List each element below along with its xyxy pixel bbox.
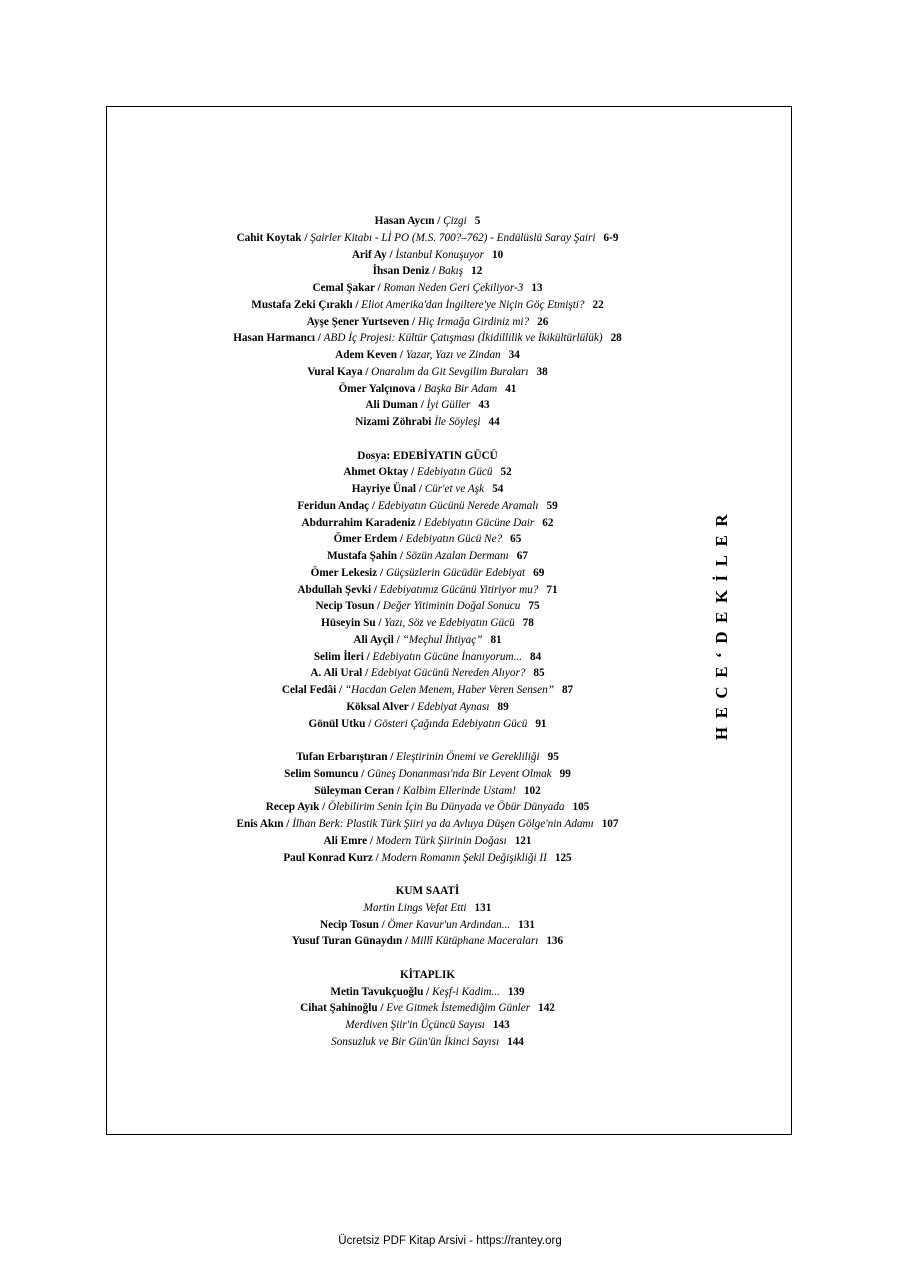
entry-title: Güçsüzlerin Gücüdür Edebiyat bbox=[385, 566, 526, 579]
toc-entry bbox=[0, 381, 855, 398]
entry-title: Merdiven Şiir'in Üçüncü Sayısı bbox=[345, 1019, 485, 1031]
entry-page-number: 95 bbox=[547, 751, 559, 763]
entry-author: Cemal Şakar / bbox=[312, 282, 381, 294]
entry-title: Çizgi bbox=[443, 215, 467, 227]
entry-title: “Hacdan Gelen Menem, Haber Veren Sensen” bbox=[344, 684, 554, 696]
entry-title: Roman Neden Geri Çekiliyor-3 bbox=[383, 282, 524, 294]
toc-entry bbox=[0, 314, 855, 331]
toc-entry bbox=[0, 850, 855, 867]
entry-title: Eleştirinin Önemi ve Gerekliliği bbox=[396, 751, 540, 763]
entry-page-number: 131 bbox=[518, 918, 535, 931]
entry-page-number: 131 bbox=[474, 901, 492, 914]
entry-title: Bakış bbox=[438, 265, 464, 278]
entry-page-number: 89 bbox=[497, 700, 509, 713]
entry-page-number: 43 bbox=[478, 399, 490, 412]
toc-entry bbox=[0, 364, 855, 381]
entry-author: Hasan Aycın / bbox=[374, 215, 441, 227]
entry-page-number: 44 bbox=[488, 416, 500, 428]
entry-author: Mustafa Zeki Çıraklı / bbox=[251, 298, 359, 311]
entry-page-number: 26 bbox=[537, 315, 549, 328]
entry-title: Güneş Donanması'nda Bir Levent Olmak bbox=[367, 767, 552, 780]
entry-author: Mustafa Şahin / bbox=[327, 550, 403, 562]
entry-author: Ahmet Oktay / bbox=[343, 466, 415, 479]
entry-author: İhsan Deniz / bbox=[372, 265, 436, 278]
entry-author: Yusuf Turan Günaydın / bbox=[291, 935, 409, 948]
entry-author: Recep Ayık / bbox=[265, 801, 326, 814]
entry-title: Edebiyat Aynası bbox=[417, 700, 490, 713]
entry-title: Millî Kütüphane Maceraları bbox=[410, 935, 539, 948]
toc-entry bbox=[0, 280, 855, 297]
entry-title: Edebiyatın Gücüne İnanıyorum... bbox=[372, 650, 522, 663]
entry-page-number: 6-9 bbox=[603, 231, 619, 244]
entry-page-number: 75 bbox=[528, 600, 540, 613]
entry-title: Edebiyatın Gücüne Dair bbox=[424, 516, 535, 529]
entry-author: Adem Keven / bbox=[335, 349, 403, 361]
entry-title: Martin Lings Vefat Etti bbox=[363, 901, 467, 914]
entry-author: Ömer Erdem / bbox=[333, 533, 404, 546]
entry-page-number: 12 bbox=[471, 265, 483, 278]
toc-section bbox=[0, 950, 855, 1051]
entry-title: Yazar, Yazı ve Zindan bbox=[405, 349, 501, 361]
entry-title: Yazı, Söz ve Edebiyatın Gücü bbox=[384, 617, 515, 629]
entry-author: Hayriye Ünal / bbox=[351, 483, 422, 495]
entry-page-number: 85 bbox=[533, 667, 545, 680]
entry-page-number: 54 bbox=[492, 483, 504, 495]
section-spacer bbox=[0, 950, 855, 967]
entry-title: ABD İç Projesi: Kültür Çatışması (İkidillilik ve İkikültürlülük) bbox=[323, 332, 603, 345]
entry-title: Edebiyatın Gücü Ne? bbox=[405, 533, 503, 546]
entry-title: Edebiyatın Gücü bbox=[416, 466, 493, 479]
entry-page-number: 41 bbox=[505, 382, 517, 395]
entry-page-number: 91 bbox=[535, 717, 547, 730]
entry-author: Ömer Yalçınova / bbox=[338, 382, 422, 395]
toc-entry bbox=[0, 1000, 855, 1017]
entry-page-number: 34 bbox=[508, 349, 520, 361]
toc-entry bbox=[0, 816, 855, 833]
entry-page-number: 22 bbox=[592, 298, 604, 311]
entry-page-number: 102 bbox=[523, 784, 541, 797]
entry-title: Edebiyatın Gücünü Nerede Aramalı bbox=[377, 499, 539, 512]
entry-page-number: 13 bbox=[531, 282, 543, 294]
entry-page-number: 99 bbox=[559, 767, 571, 780]
toc-entry bbox=[0, 247, 855, 264]
entry-page-number: 62 bbox=[542, 516, 554, 529]
toc-entry bbox=[0, 1034, 855, 1051]
entry-author: Cihat Şahinoğlu / bbox=[300, 1002, 384, 1015]
entry-author: Ali Ayçil / bbox=[353, 633, 400, 646]
section-heading: KİTAPLIK bbox=[399, 968, 456, 981]
side-title-text: HECE‘DEKİLER bbox=[712, 505, 731, 741]
toc-entry bbox=[0, 984, 855, 1001]
entry-page-number: 38 bbox=[536, 365, 548, 378]
entry-author: Gönül Utku / bbox=[308, 717, 372, 730]
entry-title: Değer Yitiminin Doğal Sonucu bbox=[382, 600, 521, 613]
toc-entry bbox=[0, 347, 855, 364]
entry-page-number: 144 bbox=[507, 1035, 524, 1048]
entry-page-number: 10 bbox=[492, 248, 504, 261]
entry-title: İstanbul Konuşuyor bbox=[395, 248, 484, 261]
entry-title: “Meçhul İhtiyaç” bbox=[402, 633, 483, 646]
entry-author: Feridun Andaç / bbox=[297, 499, 376, 512]
entry-author: Metin Tavukçuoğlu / bbox=[330, 985, 430, 998]
entry-title: Eve Gitmek İstemediğim Günler bbox=[386, 1002, 531, 1015]
entry-author: Necip Tosun / bbox=[315, 600, 381, 613]
entry-page-number: 81 bbox=[490, 633, 502, 646]
entry-title: Cür'et ve Aşk bbox=[424, 483, 485, 495]
toc-entry bbox=[0, 917, 855, 934]
toc-entry bbox=[0, 330, 855, 347]
entry-author: Abdullah Şevki / bbox=[297, 583, 377, 596]
toc-section bbox=[0, 866, 855, 950]
entry-author: Necip Tosun / bbox=[320, 918, 385, 931]
entry-author: Ömer Lekesiz / bbox=[310, 566, 384, 579]
entry-author: Hüseyin Su / bbox=[321, 617, 382, 629]
entry-author: Ali Emre / bbox=[323, 834, 374, 847]
entry-title: Eliot Amerika'dan İngiltere'ye Niçin Göç Etmişti? bbox=[361, 298, 585, 311]
entry-title: İlhan Berk: Plastik Türk Şiiri ya da Avluya Düşen Gölge'nin Adamı bbox=[292, 818, 594, 830]
entry-page-number: 78 bbox=[522, 617, 534, 629]
entry-page-number: 52 bbox=[500, 466, 512, 479]
entry-page-number: 105 bbox=[572, 801, 590, 814]
toc-entry bbox=[0, 213, 855, 230]
entry-page-number: 87 bbox=[561, 684, 574, 696]
entry-title: Onaralım da Git Sevgilim Buraları bbox=[371, 365, 529, 378]
entry-title: Modern Romanın Şekil Değişikliği II bbox=[381, 851, 547, 864]
section-spacer bbox=[0, 431, 855, 448]
entry-title: Kalbim Ellerinde Ustam! bbox=[402, 784, 516, 797]
entry-author: Ali Duman / bbox=[365, 399, 424, 412]
entry-author: Süleyman Ceran / bbox=[314, 784, 401, 797]
entry-author: Nizami Zöhrabi bbox=[355, 416, 432, 428]
toc-section bbox=[0, 213, 855, 431]
entry-page-number: 142 bbox=[538, 1002, 555, 1015]
toc-entry bbox=[0, 766, 855, 783]
toc-entry bbox=[0, 397, 855, 414]
entry-title: İyi Güller bbox=[426, 399, 471, 412]
entry-title: Edebiyatımız Gücünü Yitiriyor mu? bbox=[379, 583, 539, 596]
entry-page-number: 125 bbox=[554, 851, 572, 864]
entry-page-number: 143 bbox=[492, 1019, 510, 1031]
toc-entry bbox=[0, 933, 855, 950]
entry-author: Vural Kaya / bbox=[307, 365, 369, 378]
entry-author: A. Ali Ural / bbox=[310, 667, 369, 680]
entry-title: Şairler Kitabı - Lİ PO (M.S. 700?–762) - Endülüslü Saray Şairi bbox=[310, 231, 596, 244]
entry-title: Keşf-i Kadim... bbox=[432, 985, 500, 998]
toc-entry bbox=[0, 783, 855, 800]
toc-entry bbox=[0, 297, 855, 314]
side-title bbox=[712, 488, 732, 758]
entry-title: Sonsuzluk ve Bir Gün'ün İkinci Sayısı bbox=[331, 1035, 500, 1048]
entry-author: Arif Ay / bbox=[351, 248, 393, 261]
footer-text: Ücretsiz PDF Kitap Arsivi - https://rantey.org bbox=[338, 1235, 562, 1247]
toc-entry bbox=[0, 230, 855, 247]
toc-entry bbox=[0, 799, 855, 816]
section-heading: Dosya: EDEBİYATIN GÜCÜ bbox=[357, 449, 498, 462]
entry-page-number: 71 bbox=[546, 583, 558, 596]
entry-author: Celal Fedâi / bbox=[281, 684, 343, 696]
entry-author: Abdurrahim Karadeniz / bbox=[301, 516, 422, 529]
toc-entry bbox=[0, 414, 855, 431]
entry-title: Edebiyat Gücünü Nereden Alıyor? bbox=[371, 667, 526, 680]
entry-author: Selim İleri / bbox=[313, 650, 370, 663]
entry-page-number: 107 bbox=[601, 818, 619, 830]
entry-title: Sözün Azalan Dermanı bbox=[405, 550, 509, 562]
entry-author: Tufan Erbarıştıran / bbox=[296, 751, 394, 763]
entry-author: Enis Akın / bbox=[236, 818, 290, 830]
entry-page-number: 59 bbox=[546, 499, 558, 512]
entry-title: Modern Türk Şiirinin Doğası bbox=[375, 834, 507, 847]
entry-author: Paul Konrad Kurz / bbox=[283, 851, 379, 864]
entry-author: Selim Somuncu / bbox=[284, 767, 365, 780]
entry-page-number: 67 bbox=[516, 550, 528, 562]
entry-page-number: 121 bbox=[514, 834, 532, 847]
entry-title: İle Söyleşi bbox=[434, 416, 481, 428]
entry-page-number: 84 bbox=[530, 650, 542, 663]
entry-author: Ayşe Şener Yurtseven / bbox=[306, 315, 416, 328]
entry-page-number: 65 bbox=[510, 533, 522, 546]
entry-author: Köksal Alver / bbox=[346, 700, 415, 713]
toc-entry bbox=[0, 833, 855, 850]
entry-page-number: 28 bbox=[610, 332, 622, 345]
section-spacer bbox=[0, 866, 855, 883]
toc-entry bbox=[0, 1017, 855, 1034]
section-heading: KUM SAATİ bbox=[395, 885, 460, 897]
entry-title: Hiç Irmağa Girdiniz mi? bbox=[417, 315, 530, 328]
entry-author: Cahit Koytak / bbox=[236, 231, 308, 244]
entry-author: Hasan Harmancı / bbox=[233, 332, 321, 345]
entry-page-number: 5 bbox=[474, 215, 481, 227]
entry-page-number: 139 bbox=[507, 985, 525, 998]
entry-title: Gösteri Çağında Edebiyatın Gücü bbox=[374, 717, 528, 730]
entry-page-number: 136 bbox=[546, 935, 564, 948]
toc-entry bbox=[0, 263, 855, 280]
entry-title: Ölebilirim Senin İçin Bu Dünyada ve Öbür Dünyada bbox=[328, 801, 565, 814]
entry-title: Başka Bir Adam bbox=[424, 382, 498, 395]
toc-entry bbox=[0, 464, 855, 481]
toc-entry bbox=[0, 900, 855, 917]
entry-page-number: 69 bbox=[533, 566, 545, 579]
entry-title: Ömer Kavur'un Ardından... bbox=[387, 918, 511, 931]
